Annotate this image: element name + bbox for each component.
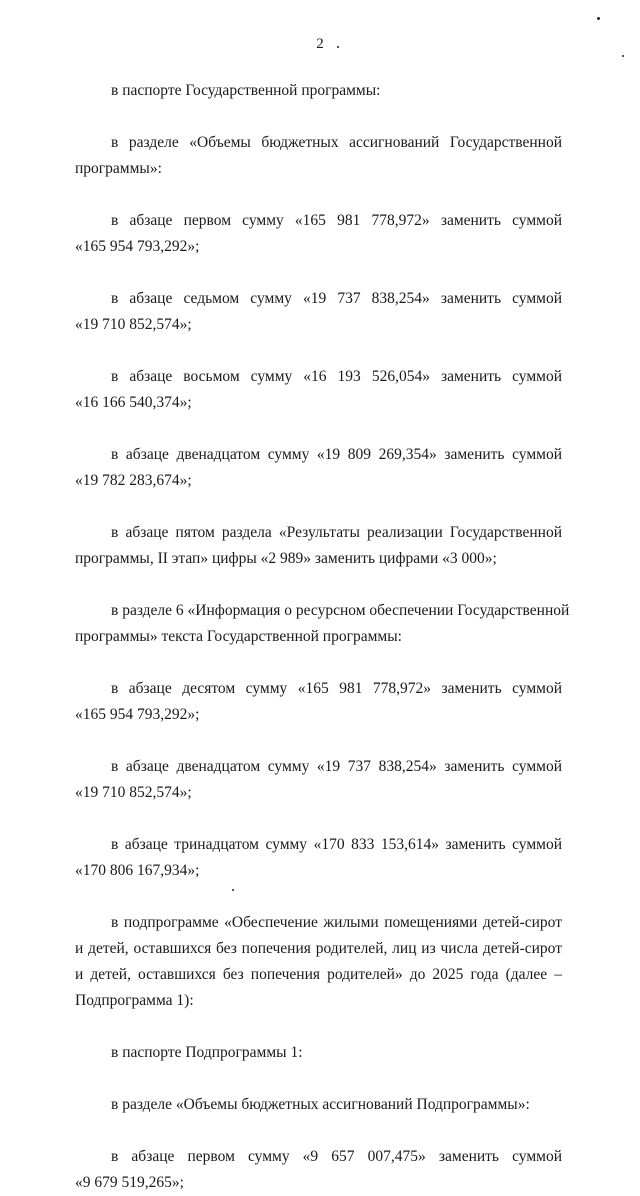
text-line: и детей, оставшихся без попечения родителей» до 2025 года (далее –: [75, 966, 562, 983]
text-line: в разделе «Объемы бюджетных ассигнований Подпрограммы»:: [111, 1096, 530, 1113]
scan-speck: [622, 55, 624, 57]
text-line: «19 710 852,574»;: [75, 784, 192, 801]
text-line: в абзаце тринадцатом сумму «170 833 153,614» заменить суммой: [111, 836, 562, 853]
paragraph: [75, 130, 562, 182]
paragraph: [75, 754, 562, 806]
text-line: в абзаце седьмом сумму «19 737 838,254» заменить суммой: [111, 290, 562, 307]
paragraph: [75, 364, 562, 416]
text-line: «165 954 793,292»;: [75, 238, 200, 255]
text-line: в абзаце пятом раздела «Результаты реализации Государственной: [111, 524, 562, 541]
text-line: в абзаце двенадцатом сумму «19 737 838,254» заменить суммой: [111, 758, 562, 775]
text-line: программы»:: [75, 160, 162, 177]
text-line: в абзаце десятом сумму «165 981 778,972» заменить суммой: [111, 680, 562, 697]
text-line: в абзаце восьмом сумму «16 193 526,054» заменить суммой: [111, 368, 562, 385]
document-body: [75, 78, 570, 1196]
text-line: в разделе «Объемы бюджетных ассигнований Государственной: [111, 134, 562, 151]
text-line: в абзаце первом сумму «165 981 778,972» заменить суммой: [111, 212, 562, 229]
paragraph: [75, 286, 562, 338]
paragraph: [75, 1040, 562, 1066]
paragraph: [75, 676, 562, 728]
text-line: в паспорте Государственной программы:: [111, 82, 381, 99]
text-line: и детей, оставшихся без попечения родителей, лиц из числа детей-сирот: [75, 940, 562, 957]
text-line: в абзаце двенадцатом сумму «19 809 269,354» заменить суммой: [111, 446, 562, 463]
text-line: в подпрограмме «Обеспечение жилыми помещениями детей-сирот: [111, 914, 562, 931]
paragraph: [75, 442, 562, 494]
text-line: в паспорте Подпрограммы 1:: [111, 1044, 303, 1061]
text-line: «19 782 283,674»;: [75, 472, 192, 489]
paragraph: [75, 78, 562, 104]
text-line: «19 710 852,574»;: [75, 316, 192, 333]
text-line: «170 806 167,934»;: [75, 862, 200, 879]
text-line: программы, II этап» цифры «2 989» заменить цифрами «3 000»;: [75, 550, 497, 567]
paragraph: [75, 598, 570, 650]
scan-speck: [597, 17, 600, 20]
text-line: в разделе 6 «Информация о ресурсном обеспечении Государственной: [111, 602, 570, 619]
text-line: «9 679 519,265»;: [75, 1174, 184, 1191]
text-line: «165 954 793,292»;: [75, 706, 200, 723]
text-line: программы» текста Государственной программы:: [75, 628, 402, 645]
paragraph: [75, 1092, 562, 1118]
scan-speck: [232, 889, 234, 891]
page-number: 2: [316, 36, 324, 52]
paragraph: [75, 910, 562, 1014]
text-line: в абзаце первом сумму «9 657 007,475» заменить суммой: [111, 1148, 562, 1165]
paragraph: [75, 520, 562, 572]
text-line: «16 166 540,374»;: [75, 394, 192, 411]
text-line: Подпрограмма 1):: [75, 992, 194, 1009]
paragraph: [75, 832, 562, 884]
scan-speck: [337, 46, 339, 48]
paragraph: [75, 208, 562, 260]
paragraph: [75, 1144, 562, 1196]
